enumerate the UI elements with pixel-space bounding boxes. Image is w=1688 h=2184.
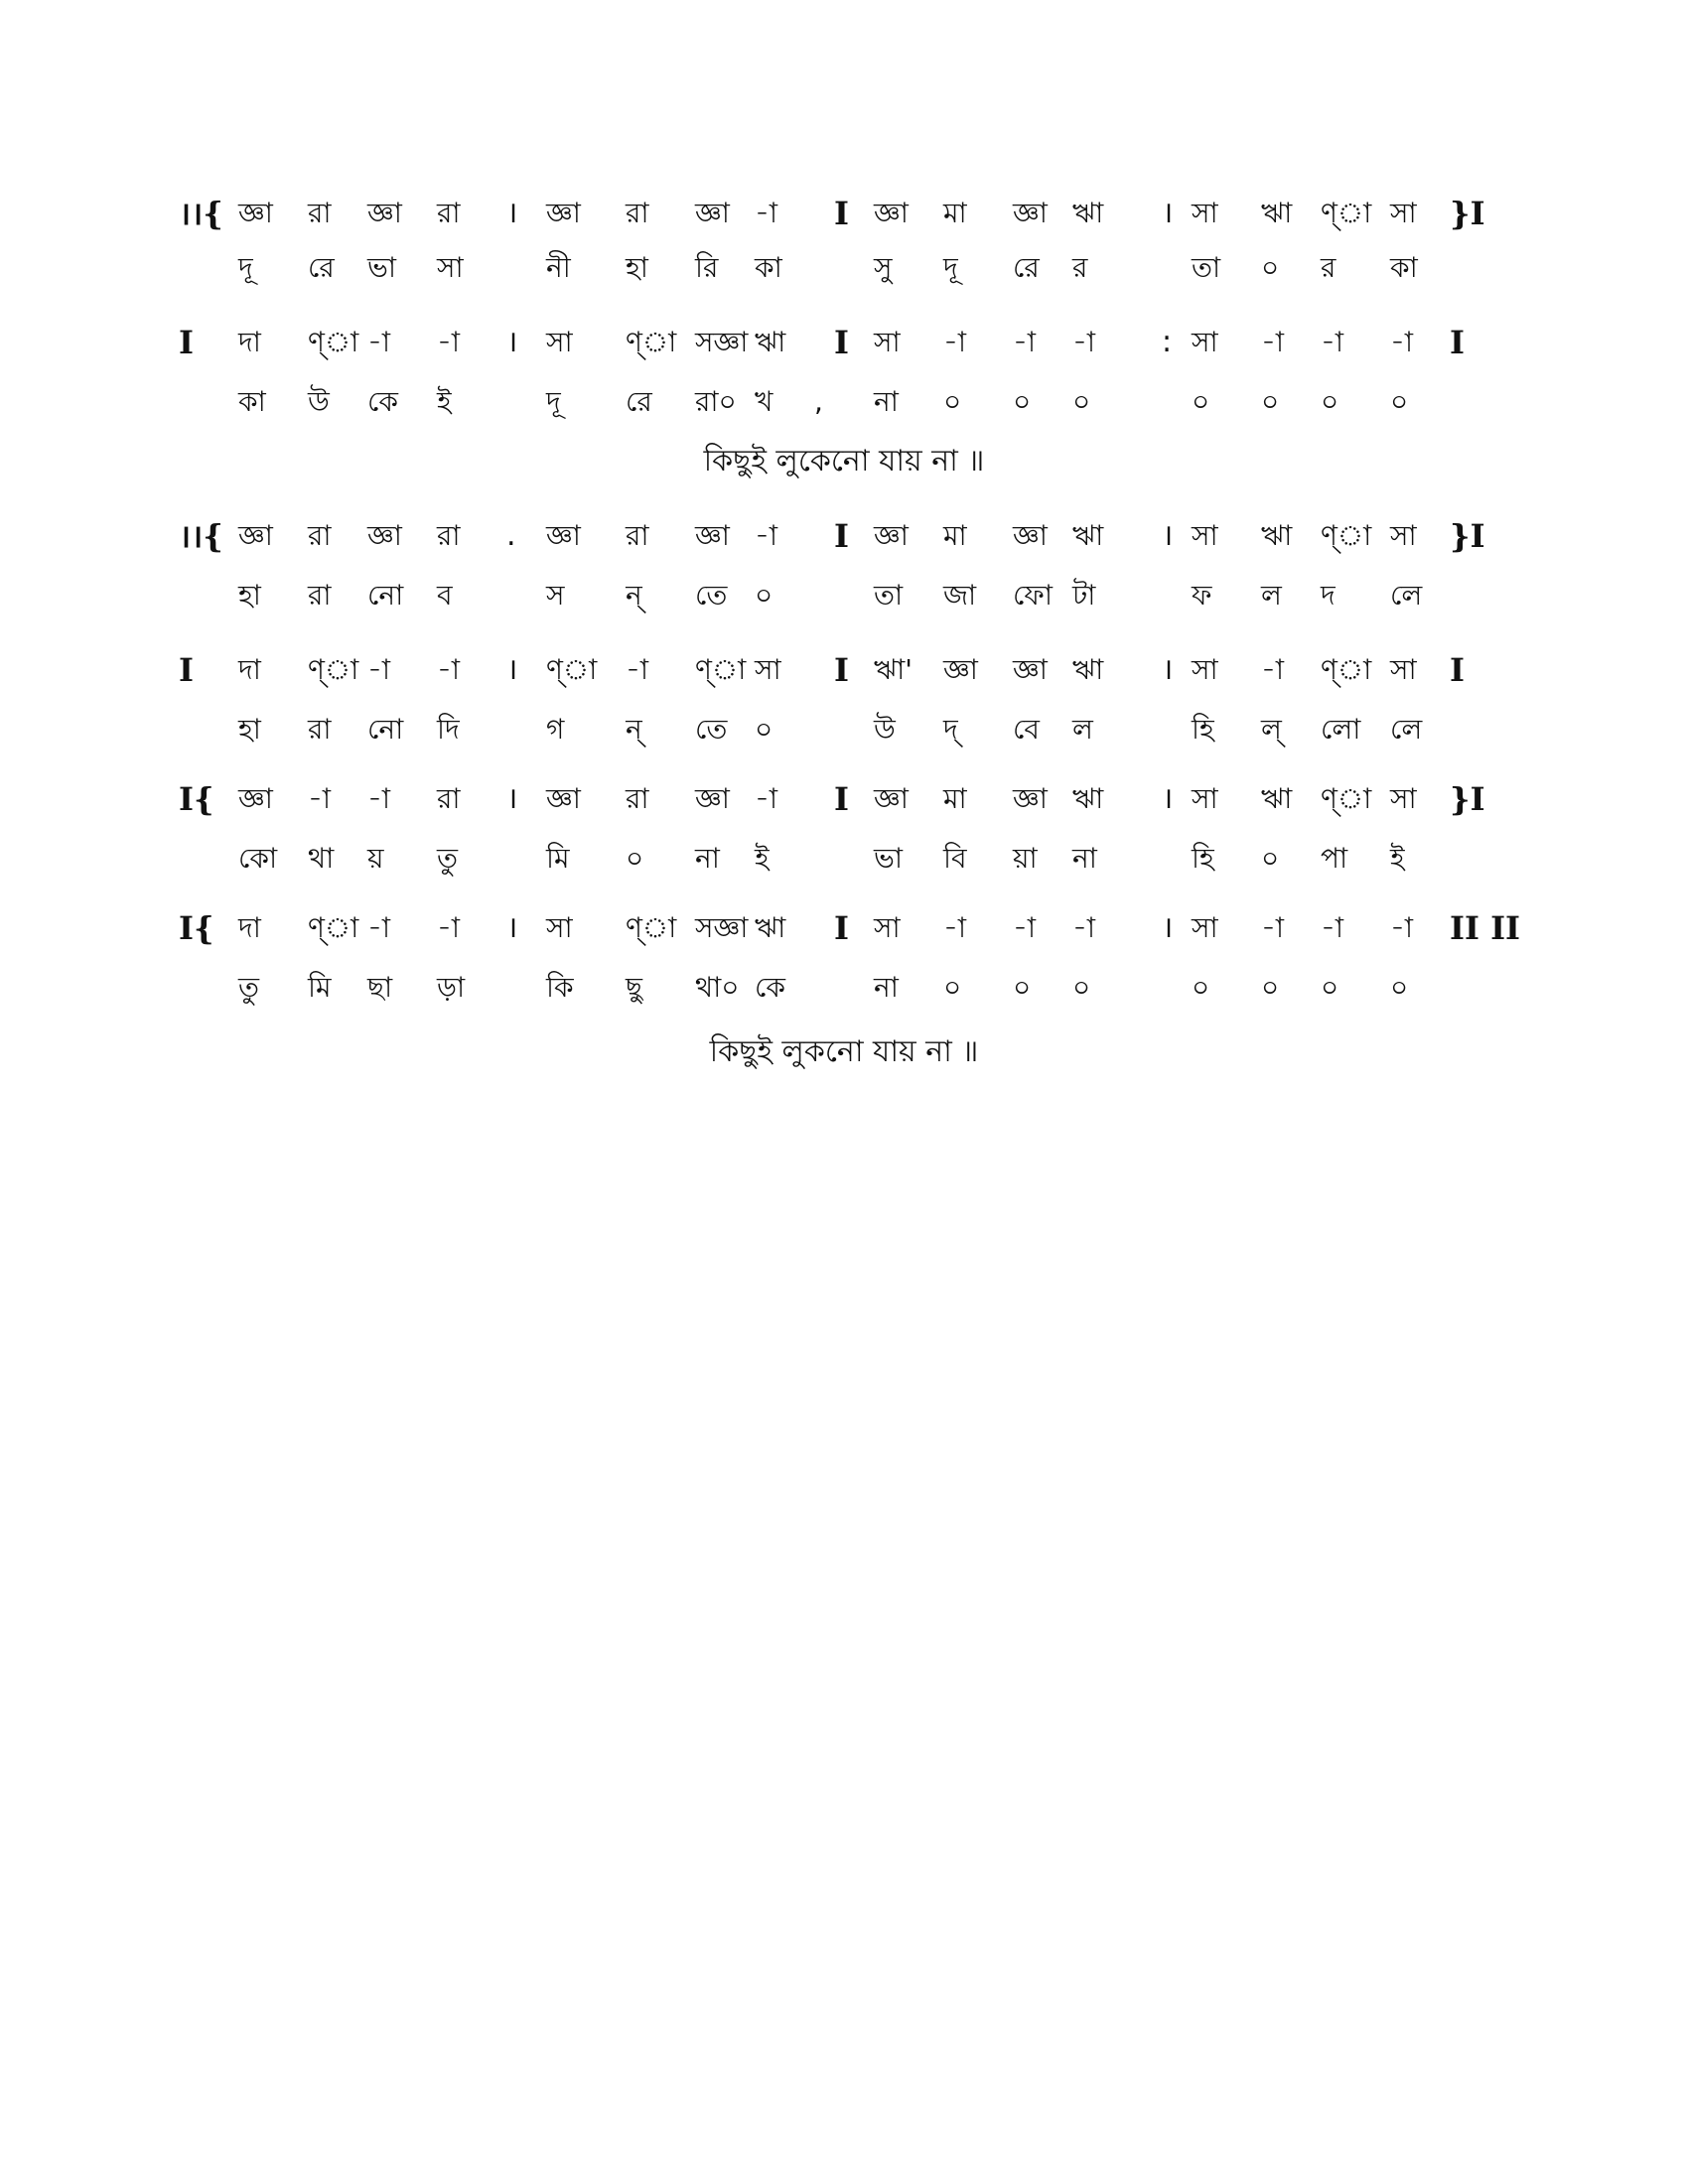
syllable: না: [874, 971, 899, 1004]
syllable: কা: [755, 251, 782, 284]
note: জ্ঞা: [367, 197, 402, 229]
syllable: নো: [367, 579, 404, 612]
bar-mark: }I: [1450, 780, 1485, 818]
note: সা: [546, 911, 573, 944]
note: সা: [1192, 653, 1218, 686]
syllable: ব: [437, 579, 453, 612]
note: জ্ঞা: [1013, 782, 1048, 815]
syllable: রে: [308, 251, 335, 284]
syllable: বে: [1013, 713, 1040, 746]
note: সা: [1390, 519, 1417, 552]
syllable: ০: [1321, 971, 1339, 1004]
note: -া: [1072, 326, 1096, 358]
syllable: দ: [1321, 579, 1336, 612]
note: -া: [367, 911, 391, 944]
bar-mark: I{: [179, 780, 214, 818]
note: -া: [367, 326, 391, 358]
syllable: ল: [1261, 579, 1282, 612]
syllable: ০: [1261, 251, 1280, 284]
note: -া: [367, 782, 391, 815]
note: জ্ঞা: [874, 519, 909, 552]
lyric-row: [0, 571, 1688, 620]
note: -া: [943, 326, 967, 358]
bar-mark: ।: [506, 910, 518, 945]
note: সা: [1192, 197, 1218, 229]
syllable: ০: [1013, 385, 1032, 418]
syllable: লে: [1390, 579, 1423, 612]
note: সা: [1192, 782, 1218, 815]
note: -া: [755, 519, 778, 552]
note: -া: [626, 653, 649, 686]
syllable: ল: [1072, 713, 1093, 746]
note: -া: [1390, 326, 1414, 358]
syllable: ০: [1261, 842, 1280, 875]
note: -া: [1072, 911, 1096, 944]
note: জ্ঞা: [1013, 519, 1048, 552]
bar-mark: I: [834, 651, 849, 689]
note: -া: [1321, 911, 1344, 944]
note: ঋা: [1072, 782, 1104, 815]
syllable: কা: [1390, 251, 1418, 284]
note: জ্ঞা: [943, 653, 978, 686]
note: ণ্া: [546, 653, 598, 686]
syllable: দূ: [238, 251, 253, 284]
syllable: ন্: [626, 579, 642, 612]
syllable: পা: [1321, 842, 1348, 875]
bar-mark: }I: [1450, 195, 1485, 232]
syllable: ন্: [626, 713, 642, 746]
syllable: ০: [943, 385, 962, 418]
note: দা: [238, 911, 261, 944]
notation-row: [0, 511, 1688, 561]
note: রা: [626, 782, 649, 815]
note: জ্ঞা: [238, 519, 273, 552]
syllable: থা০: [695, 971, 740, 1004]
syllable: বি: [943, 842, 967, 875]
bar-mark: ।: [1162, 652, 1174, 687]
syllable: না: [874, 385, 899, 418]
note: সা: [755, 653, 781, 686]
note: সা: [1390, 653, 1417, 686]
bar-mark: ।: [1162, 196, 1174, 230]
syllable: ০: [1072, 385, 1091, 418]
bar-mark: ।: [506, 781, 518, 816]
syllable: ই: [755, 842, 770, 875]
note: ঋা: [1072, 653, 1104, 686]
syllable: থা: [308, 842, 335, 875]
notation-row: [0, 774, 1688, 824]
syllable: উ: [308, 385, 330, 418]
syllable: ০: [1261, 385, 1280, 418]
bar-mark: I: [834, 909, 849, 947]
syllable: ফ: [1192, 579, 1212, 612]
note: জ্ঞা: [695, 519, 730, 552]
note: -া: [943, 911, 967, 944]
syllable: না: [695, 842, 720, 875]
note: ণ্া: [695, 653, 747, 686]
syllable: স: [546, 579, 565, 612]
note: রা: [308, 519, 332, 552]
syllable: ০: [943, 971, 962, 1004]
syllable: কি: [546, 971, 574, 1004]
note: জ্ঞা: [546, 519, 581, 552]
note: জ্ঞা: [1013, 197, 1048, 229]
bar-mark: I: [834, 195, 849, 232]
syllable: তু: [238, 971, 260, 1004]
syllable: য়: [367, 842, 384, 875]
notation-row: [0, 645, 1688, 695]
syllable: কা: [238, 385, 266, 418]
syllable: ০: [755, 579, 774, 612]
bar-mark: }I: [1450, 517, 1485, 555]
syllable: সা: [437, 251, 464, 284]
syllable: রে: [1013, 251, 1040, 284]
syllable: কে: [755, 971, 785, 1004]
syllable: না: [1072, 842, 1097, 875]
syllable: টা: [1072, 579, 1096, 612]
syllable: তে: [695, 713, 728, 746]
syllable: দূ: [943, 251, 958, 284]
bar-mark: ।: [506, 196, 518, 230]
syllable: ০: [1390, 385, 1409, 418]
bar-mark: I: [834, 517, 849, 555]
bar-mark: I: [1450, 324, 1465, 361]
syllable: দ্: [943, 713, 958, 746]
note: ণ্া: [1321, 653, 1372, 686]
lyric-row: [0, 243, 1688, 293]
note: সা: [1192, 519, 1218, 552]
notation-row: [0, 318, 1688, 367]
syllable: ই: [1390, 842, 1405, 875]
note: ঋা': [874, 653, 913, 686]
bar-mark: II II: [1450, 909, 1521, 947]
note: ঋা: [755, 326, 786, 358]
note: দা: [238, 326, 261, 358]
syllable: দূ: [546, 385, 561, 418]
note: ঋা: [755, 911, 786, 944]
bar-mark: I: [179, 651, 194, 689]
note: ণ্া: [1321, 782, 1372, 815]
syllable: হা: [238, 579, 261, 612]
note: সা: [1390, 197, 1417, 229]
note: ঋা: [1261, 519, 1293, 552]
note: ণ্া: [1321, 519, 1372, 552]
note: -া: [1013, 911, 1037, 944]
note: সা: [546, 326, 573, 358]
note: ঋা: [1072, 197, 1104, 229]
note: জ্ঞা: [238, 782, 273, 815]
note: মা: [943, 782, 967, 815]
note: জ্ঞা: [238, 197, 273, 229]
note: জ্ঞা: [695, 197, 730, 229]
note: -া: [755, 782, 778, 815]
syllable: খ: [755, 385, 774, 418]
bar-mark: I: [834, 324, 849, 361]
syllable: সু: [874, 251, 893, 284]
syllable: রা: [308, 713, 332, 746]
syllable: রে: [626, 385, 652, 418]
note: সজ্ঞা: [695, 326, 749, 358]
bar-mark: I: [179, 324, 194, 361]
bar-mark: I: [834, 780, 849, 818]
note: ণ্া: [626, 911, 677, 944]
bar-mark: ।: [1162, 910, 1174, 945]
note: ঋা: [1261, 782, 1293, 815]
note: জ্ঞা: [546, 197, 581, 229]
bar-mark: ।: [1162, 781, 1174, 816]
note: জ্ঞা: [1013, 653, 1048, 686]
syllable: ০: [1390, 971, 1409, 1004]
note: ণ্া: [626, 326, 677, 358]
syllable: লে: [1390, 713, 1423, 746]
note: রা: [437, 782, 461, 815]
syllable: মি: [546, 842, 570, 875]
syllable: তে: [695, 579, 728, 612]
syllable: তা: [874, 579, 904, 612]
syllable: তা: [1192, 251, 1221, 284]
note: -া: [1261, 326, 1285, 358]
bar-mark: I{: [179, 909, 214, 947]
note: জ্ঞা: [367, 519, 402, 552]
syllable: ভা: [874, 842, 903, 875]
syllable: য়া: [1013, 842, 1038, 875]
syllable: হা: [238, 713, 261, 746]
syllable: ০: [1261, 971, 1280, 1004]
syllable: ই: [437, 385, 452, 418]
note: -া: [1261, 653, 1285, 686]
syllable: কো: [238, 842, 278, 875]
note: -া: [437, 911, 461, 944]
note: সা: [874, 911, 901, 944]
note: রা: [626, 197, 649, 229]
note: -া: [437, 653, 461, 686]
note: মা: [943, 519, 967, 552]
note: রা: [437, 197, 461, 229]
syllable: উ: [874, 713, 896, 746]
note: সা: [874, 326, 901, 358]
syllable: নো: [367, 713, 404, 746]
note: -া: [367, 653, 391, 686]
note: জ্ঞা: [546, 782, 581, 815]
note: সজ্ঞা: [695, 911, 749, 944]
note: ণ্া: [308, 326, 359, 358]
bar-mark: ।: [1162, 518, 1174, 553]
bar-mark: I: [1450, 651, 1465, 689]
lyric-row: [0, 705, 1688, 754]
note: সা: [1192, 911, 1218, 944]
syllable: ০: [1013, 971, 1032, 1004]
note: ঋা: [1261, 197, 1293, 229]
note: -া: [755, 197, 778, 229]
bar-mark: ।।{: [179, 195, 223, 232]
syllable: রি: [695, 251, 719, 284]
bar-mark: .: [506, 518, 516, 553]
note: দা: [238, 653, 261, 686]
syllable: ০: [1072, 971, 1091, 1004]
syllable: দি: [437, 713, 460, 746]
syllable: লো: [1321, 713, 1361, 746]
note: জ্ঞা: [695, 782, 730, 815]
note: -া: [437, 326, 461, 358]
syllable: হা: [626, 251, 648, 284]
syllable: গ: [546, 713, 565, 746]
note: ণ্া: [308, 653, 359, 686]
syllable: র: [1072, 251, 1088, 284]
syllable: রা০: [695, 385, 737, 418]
syllable: ছা: [367, 971, 393, 1004]
note: রা: [308, 197, 332, 229]
syllable: ভা: [367, 251, 396, 284]
note: সা: [1192, 326, 1218, 358]
syllable: ছু: [626, 971, 642, 1004]
notation-row: [0, 903, 1688, 953]
syllable: ০: [755, 713, 774, 746]
note: রা: [626, 519, 649, 552]
syllable: নী: [546, 251, 571, 284]
notation-row: [0, 189, 1688, 238]
syllable: ০: [626, 842, 644, 875]
refrain-line: কিছুই লুকনো যায় না ॥: [709, 1034, 979, 1069]
note: -া: [1013, 326, 1037, 358]
note: -া: [1390, 911, 1414, 944]
syllable: ফো: [1013, 579, 1053, 612]
syllable: ০: [1192, 971, 1210, 1004]
syllable: ড়া: [437, 971, 466, 1004]
lyric-row: [0, 834, 1688, 884]
note: জ্ঞা: [874, 782, 909, 815]
syllable: হি: [1192, 842, 1214, 875]
lyric-row: [0, 963, 1688, 1013]
syllable: তু: [437, 842, 459, 875]
note: ঋা: [1072, 519, 1104, 552]
note: রা: [437, 519, 461, 552]
note: ণ্া: [1321, 197, 1372, 229]
refrain-line: কিছুই লুকেনো যায় না ॥: [703, 444, 985, 478]
syllable: রা: [308, 579, 332, 612]
syllable: ল্: [1261, 713, 1282, 746]
note: জ্ঞা: [874, 197, 909, 229]
bar-mark: ।: [506, 652, 518, 687]
note: -া: [308, 782, 332, 815]
syllable: ,: [814, 385, 823, 418]
syllable: কে: [367, 385, 398, 418]
syllable: জা: [943, 579, 977, 612]
syllable: ০: [1321, 385, 1339, 418]
note: সা: [1390, 782, 1417, 815]
note: ণ্া: [308, 911, 359, 944]
syllable: মি: [308, 971, 332, 1004]
bar-mark: ।: [506, 325, 518, 359]
note: মা: [943, 197, 967, 229]
note: -া: [1321, 326, 1344, 358]
note: -া: [1261, 911, 1285, 944]
syllable: র: [1321, 251, 1336, 284]
bar-mark: ।।{: [179, 517, 223, 555]
lyric-row: [0, 377, 1688, 427]
syllable: হি: [1192, 713, 1214, 746]
bar-mark: :: [1162, 325, 1173, 359]
syllable: ০: [1192, 385, 1210, 418]
